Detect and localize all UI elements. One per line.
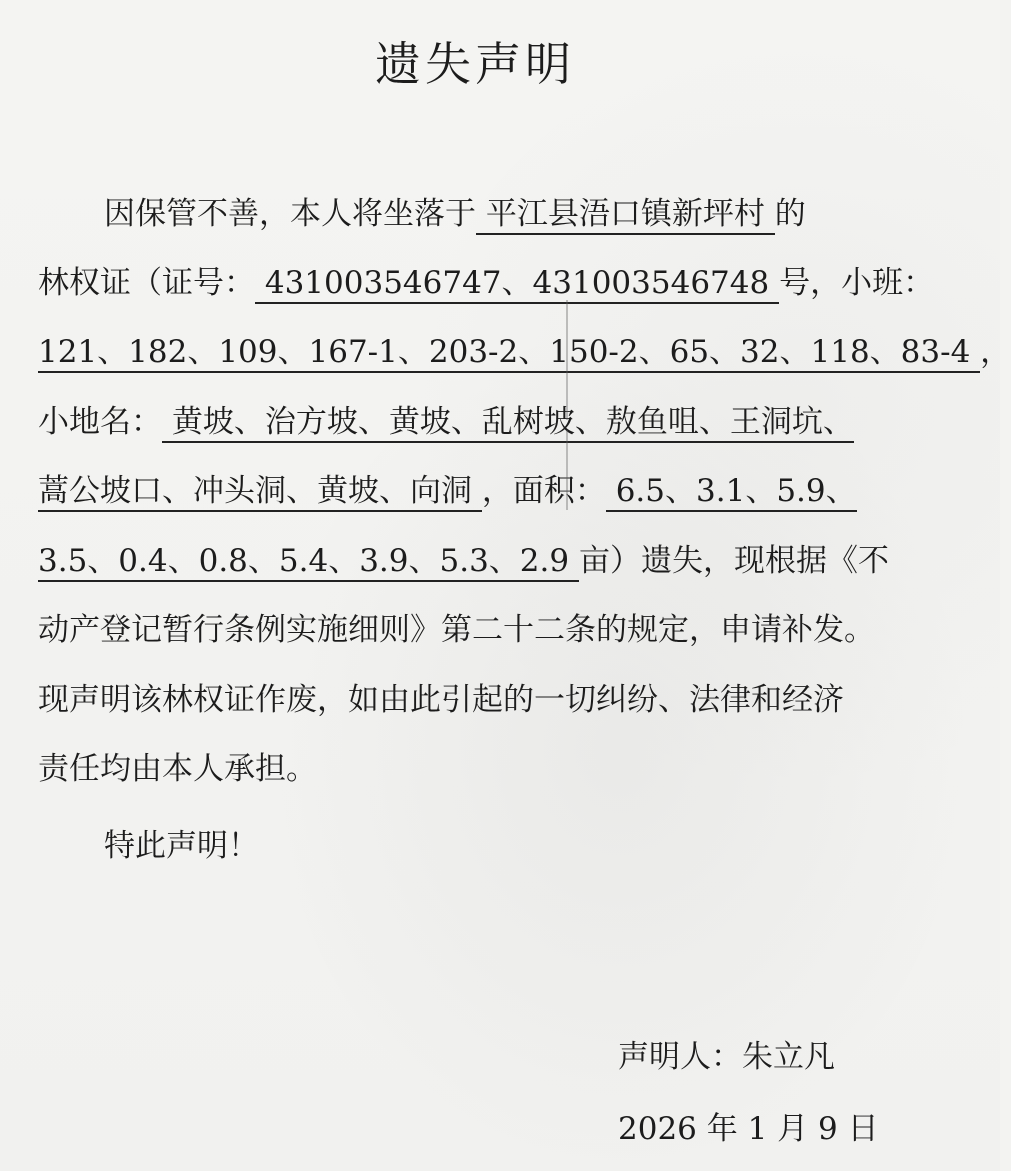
paragraph-line-3 xyxy=(38,324,1011,380)
declarant-line xyxy=(618,1032,835,1082)
declarant-label: 声明人： xyxy=(618,1039,742,1075)
paragraph-line-1 xyxy=(38,186,1004,242)
paragraph-line-8: 现声明该林权证作废，如由此引起的一切纠纷、法律和经济 xyxy=(38,682,844,718)
closing-line: 特此声明！ xyxy=(104,828,259,864)
statement-text: 亩）遗失，现根据《不 xyxy=(578,543,889,579)
paper-fold-mark xyxy=(566,300,568,420)
statement-text: 号，小班： xyxy=(779,265,935,301)
paragraph-line-2 xyxy=(38,255,938,311)
statement-text: ， xyxy=(980,334,1011,370)
place-names-field: 蒿公坡口、冲头洞、黄坡、向洞 xyxy=(38,473,482,512)
place-names-field: 黄坡、治方坡、黄坡、乱树坡、敖鱼咀、王洞坑、 xyxy=(162,404,854,443)
statement-text: 的 xyxy=(774,196,806,232)
statement-text: 林权证（证号： xyxy=(38,265,255,301)
paragraph-line-4 xyxy=(38,394,938,450)
page-title: 遗失声明 xyxy=(375,37,575,91)
paper-fold-mark xyxy=(566,430,568,510)
location-field: 平江县浯口镇新坪村 xyxy=(476,196,775,235)
plot-numbers-field: 121、182、109、167-1、203-2、150-2、65、32、118、83-4 xyxy=(38,334,980,373)
statement-text: 小地名： xyxy=(38,404,162,440)
paragraph-line-7: 动产登记暂行条例实施细则》第二十二条的规定，申请补发。 xyxy=(38,612,875,648)
statement-text: 因保管不善，本人将坐落于 xyxy=(104,196,476,232)
area-field: 6.5、3.1、5.9、 xyxy=(606,473,857,512)
area-field: 3.5、0.4、0.8、5.4、3.9、5.3、2.9 xyxy=(38,543,579,582)
declarant-name: 朱立凡 xyxy=(742,1039,835,1075)
paragraph-line-5 xyxy=(38,463,938,519)
statement-text: ，面积： xyxy=(481,473,606,509)
paragraph-line-6 xyxy=(38,533,938,589)
certificate-number-field: 431003546747、431003546748 xyxy=(255,265,779,304)
paragraph-line-9: 责任均由本人承担。 xyxy=(38,751,317,787)
statement-date: 2026 年 1 月 9 日 xyxy=(618,1111,879,1147)
